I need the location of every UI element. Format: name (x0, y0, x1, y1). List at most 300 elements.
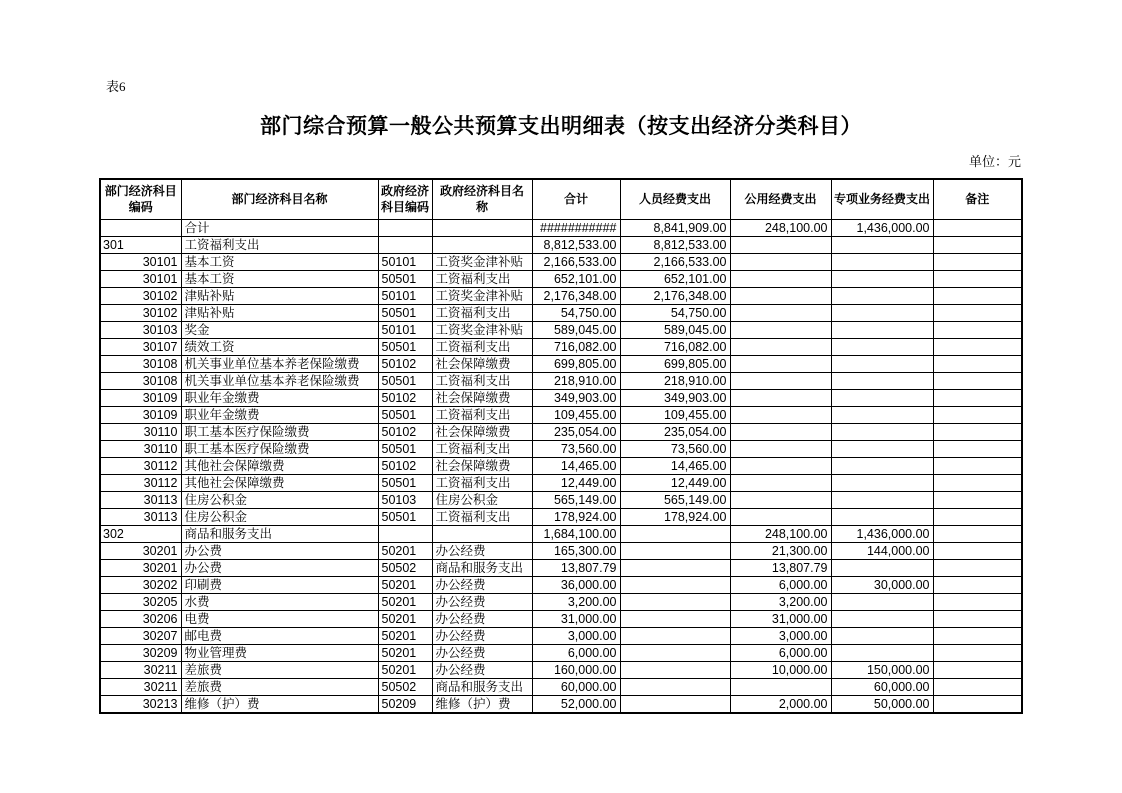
cell-dept-code: 30206 (100, 611, 181, 628)
cell-gov-name: 社会保障缴费 (432, 458, 532, 475)
table-header (100, 179, 1022, 220)
cell-remark (933, 322, 1022, 339)
table-header-row (100, 179, 1022, 220)
cell-remark (933, 594, 1022, 611)
table-row (100, 407, 1022, 424)
cell-gov-code (378, 237, 432, 254)
cell-total: 218,910.00 (532, 373, 620, 390)
cell-dept-name: 办公费 (181, 560, 378, 577)
cell-gov-code: 50201 (378, 594, 432, 611)
cell-gov-code: 50201 (378, 611, 432, 628)
cell-public-expense (730, 356, 831, 373)
cell-gov-code: 50501 (378, 441, 432, 458)
table-row (100, 560, 1022, 577)
cell-special-expense (831, 560, 933, 577)
col-header-gov-code: 政府经济科目编码 (378, 179, 432, 220)
cell-personnel-expense: 565,149.00 (620, 492, 730, 509)
cell-dept-name: 职工基本医疗保险缴费 (181, 424, 378, 441)
cell-special-expense (831, 594, 933, 611)
cell-dept-name: 住房公积金 (181, 492, 378, 509)
cell-dept-name: 差旅费 (181, 662, 378, 679)
cell-public-expense: 2,000.00 (730, 696, 831, 714)
cell-gov-code: 50102 (378, 390, 432, 407)
cell-dept-name: 绩效工资 (181, 339, 378, 356)
cell-gov-code: 50502 (378, 679, 432, 696)
cell-gov-name: 办公经费 (432, 628, 532, 645)
cell-gov-code: 50201 (378, 628, 432, 645)
cell-special-expense (831, 628, 933, 645)
cell-personnel-expense: 8,841,909.00 (620, 220, 730, 237)
cell-public-expense (730, 679, 831, 696)
page-title: 部门综合预算一般公共预算支出明细表（按支出经济分类科目） (260, 115, 862, 138)
cell-gov-code: 50102 (378, 424, 432, 441)
cell-remark (933, 237, 1022, 254)
col-header-dept-code: 部门经济科目编码 (100, 179, 181, 220)
cell-personnel-expense: 12,449.00 (620, 475, 730, 492)
cell-dept-code: 30103 (100, 322, 181, 339)
cell-gov-name: 工资福利支出 (432, 339, 532, 356)
cell-dept-code: 30110 (100, 441, 181, 458)
cell-dept-code: 30109 (100, 407, 181, 424)
cell-special-expense (831, 237, 933, 254)
cell-dept-name: 基本工资 (181, 254, 378, 271)
cell-public-expense (730, 407, 831, 424)
cell-special-expense (831, 424, 933, 441)
cell-dept-name: 津贴补贴 (181, 305, 378, 322)
cell-remark (933, 407, 1022, 424)
cell-remark (933, 475, 1022, 492)
table-row (100, 679, 1022, 696)
cell-public-expense (730, 322, 831, 339)
cell-dept-code: 30201 (100, 543, 181, 560)
cell-remark (933, 679, 1022, 696)
cell-remark (933, 288, 1022, 305)
table-row (100, 543, 1022, 560)
cell-dept-code: 30101 (100, 271, 181, 288)
cell-remark (933, 645, 1022, 662)
sheet-label: 表6 (106, 79, 126, 94)
table-row (100, 237, 1022, 254)
cell-special-expense (831, 288, 933, 305)
cell-remark (933, 373, 1022, 390)
cell-dept-code: 30113 (100, 509, 181, 526)
cell-public-expense (730, 339, 831, 356)
cell-personnel-expense: 14,465.00 (620, 458, 730, 475)
cell-special-expense (831, 645, 933, 662)
cell-gov-name: 社会保障缴费 (432, 390, 532, 407)
table-row (100, 390, 1022, 407)
cell-total: 14,465.00 (532, 458, 620, 475)
cell-gov-name: 办公经费 (432, 611, 532, 628)
cell-special-expense: 1,436,000.00 (831, 220, 933, 237)
cell-gov-code: 50501 (378, 339, 432, 356)
cell-personnel-expense: 235,054.00 (620, 424, 730, 441)
cell-public-expense (730, 441, 831, 458)
cell-special-expense (831, 356, 933, 373)
table-row (100, 220, 1022, 237)
cell-total: 165,300.00 (532, 543, 620, 560)
cell-gov-name: 办公经费 (432, 543, 532, 560)
cell-special-expense: 144,000.00 (831, 543, 933, 560)
cell-dept-code (100, 220, 181, 237)
cell-gov-code: 50101 (378, 254, 432, 271)
col-header-remark: 备注 (933, 179, 1022, 220)
cell-dept-code: 30211 (100, 679, 181, 696)
cell-personnel-expense (620, 628, 730, 645)
cell-total: 54,750.00 (532, 305, 620, 322)
cell-remark (933, 254, 1022, 271)
col-header-gov-name: 政府经济科目名称 (432, 179, 532, 220)
cell-public-expense: 248,100.00 (730, 220, 831, 237)
cell-personnel-expense (620, 543, 730, 560)
cell-personnel-expense (620, 594, 730, 611)
cell-special-expense (831, 509, 933, 526)
cell-special-expense (831, 271, 933, 288)
cell-public-expense: 10,000.00 (730, 662, 831, 679)
cell-public-expense: 6,000.00 (730, 645, 831, 662)
col-header-personnel-expense: 人员经费支出 (620, 179, 730, 220)
cell-total: 2,176,348.00 (532, 288, 620, 305)
cell-gov-name: 商品和服务支出 (432, 679, 532, 696)
cell-total: 565,149.00 (532, 492, 620, 509)
cell-dept-name: 水费 (181, 594, 378, 611)
table-row (100, 254, 1022, 271)
cell-gov-code: 50501 (378, 271, 432, 288)
cell-public-expense: 6,000.00 (730, 577, 831, 594)
unit-label: 单位：元 (968, 154, 1021, 169)
cell-gov-code: 50201 (378, 577, 432, 594)
cell-dept-name: 职工基本医疗保险缴费 (181, 441, 378, 458)
cell-gov-name: 商品和服务支出 (432, 560, 532, 577)
cell-dept-name: 工资福利支出 (181, 237, 378, 254)
cell-special-expense (831, 373, 933, 390)
cell-total: 31,000.00 (532, 611, 620, 628)
cell-personnel-expense: 54,750.00 (620, 305, 730, 322)
cell-special-expense: 30,000.00 (831, 577, 933, 594)
cell-personnel-expense: 2,166,533.00 (620, 254, 730, 271)
cell-total: 652,101.00 (532, 271, 620, 288)
cell-dept-name: 商品和服务支出 (181, 526, 378, 543)
cell-gov-code: 50101 (378, 288, 432, 305)
table-row (100, 271, 1022, 288)
cell-special-expense (831, 492, 933, 509)
cell-total: 2,166,533.00 (532, 254, 620, 271)
cell-special-expense: 1,436,000.00 (831, 526, 933, 543)
table-row (100, 441, 1022, 458)
cell-dept-code: 302 (100, 526, 181, 543)
cell-total: 235,054.00 (532, 424, 620, 441)
cell-public-expense (730, 254, 831, 271)
cell-remark (933, 662, 1022, 679)
cell-gov-name (432, 526, 532, 543)
cell-total: 6,000.00 (532, 645, 620, 662)
cell-remark (933, 339, 1022, 356)
cell-dept-name: 印刷费 (181, 577, 378, 594)
cell-total: 109,455.00 (532, 407, 620, 424)
cell-dept-name: 职业年金缴费 (181, 390, 378, 407)
cell-special-expense (831, 611, 933, 628)
cell-dept-name: 电费 (181, 611, 378, 628)
col-header-public-expense: 公用经费支出 (730, 179, 831, 220)
cell-personnel-expense: 8,812,533.00 (620, 237, 730, 254)
cell-dept-code: 30209 (100, 645, 181, 662)
cell-dept-code: 30112 (100, 458, 181, 475)
cell-gov-name: 工资奖金津补贴 (432, 254, 532, 271)
cell-public-expense: 13,807.79 (730, 560, 831, 577)
cell-dept-name: 住房公积金 (181, 509, 378, 526)
cell-total: 60,000.00 (532, 679, 620, 696)
cell-personnel-expense: 716,082.00 (620, 339, 730, 356)
cell-public-expense (730, 271, 831, 288)
cell-gov-name: 办公经费 (432, 577, 532, 594)
cell-gov-code (378, 220, 432, 237)
cell-special-expense: 60,000.00 (831, 679, 933, 696)
table-row (100, 305, 1022, 322)
cell-dept-code: 30213 (100, 696, 181, 714)
cell-gov-name: 工资奖金津补贴 (432, 288, 532, 305)
cell-total: 716,082.00 (532, 339, 620, 356)
table-row (100, 662, 1022, 679)
cell-remark (933, 441, 1022, 458)
cell-remark (933, 509, 1022, 526)
cell-public-expense (730, 390, 831, 407)
cell-public-expense (730, 237, 831, 254)
cell-dept-code: 30108 (100, 356, 181, 373)
table-row (100, 645, 1022, 662)
cell-remark (933, 560, 1022, 577)
cell-dept-code: 30109 (100, 390, 181, 407)
cell-gov-name: 住房公积金 (432, 492, 532, 509)
cell-dept-name: 其他社会保障缴费 (181, 458, 378, 475)
cell-dept-code: 30211 (100, 662, 181, 679)
cell-special-expense (831, 322, 933, 339)
cell-remark (933, 611, 1022, 628)
cell-gov-code: 50201 (378, 543, 432, 560)
cell-dept-code: 30202 (100, 577, 181, 594)
cell-gov-name: 工资福利支出 (432, 305, 532, 322)
cell-dept-code: 30112 (100, 475, 181, 492)
cell-total: 1,684,100.00 (532, 526, 620, 543)
cell-total: 349,903.00 (532, 390, 620, 407)
col-header-special-expense: 专项业务经费支出 (831, 179, 933, 220)
cell-dept-code: 301 (100, 237, 181, 254)
cell-total: 36,000.00 (532, 577, 620, 594)
cell-gov-code (378, 526, 432, 543)
cell-gov-name: 工资福利支出 (432, 373, 532, 390)
cell-remark (933, 220, 1022, 237)
cell-dept-code: 30102 (100, 288, 181, 305)
cell-gov-code: 50201 (378, 662, 432, 679)
cell-gov-code: 50501 (378, 509, 432, 526)
table-row (100, 594, 1022, 611)
cell-public-expense (730, 305, 831, 322)
cell-dept-name: 职业年金缴费 (181, 407, 378, 424)
cell-special-expense: 150,000.00 (831, 662, 933, 679)
cell-remark (933, 424, 1022, 441)
cell-remark (933, 356, 1022, 373)
cell-gov-code: 50102 (378, 356, 432, 373)
cell-personnel-expense: 589,045.00 (620, 322, 730, 339)
cell-total: 12,449.00 (532, 475, 620, 492)
cell-personnel-expense: 73,560.00 (620, 441, 730, 458)
cell-total: ########### (532, 220, 620, 237)
cell-personnel-expense: 349,903.00 (620, 390, 730, 407)
cell-gov-name: 办公经费 (432, 662, 532, 679)
cell-dept-name: 办公费 (181, 543, 378, 560)
cell-gov-name: 工资福利支出 (432, 509, 532, 526)
cell-gov-name (432, 220, 532, 237)
col-header-total: 合计 (532, 179, 620, 220)
cell-personnel-expense: 652,101.00 (620, 271, 730, 288)
cell-remark (933, 271, 1022, 288)
table-row (100, 577, 1022, 594)
cell-public-expense: 248,100.00 (730, 526, 831, 543)
cell-public-expense (730, 288, 831, 305)
cell-gov-name: 工资福利支出 (432, 441, 532, 458)
cell-dept-code: 30101 (100, 254, 181, 271)
cell-gov-name: 工资福利支出 (432, 271, 532, 288)
cell-dept-name: 基本工资 (181, 271, 378, 288)
cell-special-expense (831, 475, 933, 492)
table-row (100, 356, 1022, 373)
cell-gov-name: 办公经费 (432, 645, 532, 662)
cell-total: 3,200.00 (532, 594, 620, 611)
cell-public-expense (730, 458, 831, 475)
cell-gov-code: 50201 (378, 645, 432, 662)
cell-dept-name: 维修（护）费 (181, 696, 378, 714)
cell-personnel-expense: 699,805.00 (620, 356, 730, 373)
table-body (100, 220, 1022, 714)
table-row (100, 696, 1022, 714)
cell-dept-code: 30107 (100, 339, 181, 356)
cell-public-expense (730, 424, 831, 441)
cell-special-expense (831, 407, 933, 424)
cell-total: 13,807.79 (532, 560, 620, 577)
cell-total: 699,805.00 (532, 356, 620, 373)
cell-remark (933, 492, 1022, 509)
cell-dept-code: 30110 (100, 424, 181, 441)
cell-remark (933, 577, 1022, 594)
cell-special-expense (831, 390, 933, 407)
cell-public-expense: 3,200.00 (730, 594, 831, 611)
cell-personnel-expense (620, 526, 730, 543)
cell-total: 3,000.00 (532, 628, 620, 645)
table-row (100, 509, 1022, 526)
cell-personnel-expense (620, 645, 730, 662)
cell-remark (933, 305, 1022, 322)
cell-dept-code: 30108 (100, 373, 181, 390)
cell-public-expense (730, 509, 831, 526)
cell-public-expense (730, 475, 831, 492)
cell-dept-name: 机关事业单位基本养老保险缴费 (181, 356, 378, 373)
table-row (100, 424, 1022, 441)
cell-gov-code: 50501 (378, 475, 432, 492)
cell-remark (933, 696, 1022, 714)
table-row (100, 611, 1022, 628)
cell-personnel-expense: 2,176,348.00 (620, 288, 730, 305)
cell-gov-name: 工资福利支出 (432, 475, 532, 492)
cell-special-expense (831, 441, 933, 458)
cell-total: 589,045.00 (532, 322, 620, 339)
cell-remark (933, 526, 1022, 543)
cell-public-expense: 3,000.00 (730, 628, 831, 645)
cell-gov-name: 社会保障缴费 (432, 424, 532, 441)
cell-personnel-expense (620, 560, 730, 577)
cell-dept-code: 30207 (100, 628, 181, 645)
cell-personnel-expense: 218,910.00 (620, 373, 730, 390)
cell-personnel-expense (620, 611, 730, 628)
cell-total: 52,000.00 (532, 696, 620, 714)
table-row (100, 492, 1022, 509)
cell-dept-name: 邮电费 (181, 628, 378, 645)
cell-public-expense: 21,300.00 (730, 543, 831, 560)
cell-personnel-expense (620, 577, 730, 594)
table-row (100, 628, 1022, 645)
table-row (100, 339, 1022, 356)
cell-dept-name: 机关事业单位基本养老保险缴费 (181, 373, 378, 390)
cell-personnel-expense: 178,924.00 (620, 509, 730, 526)
table-row (100, 475, 1022, 492)
cell-personnel-expense (620, 662, 730, 679)
cell-dept-name: 物业管理费 (181, 645, 378, 662)
cell-gov-name: 工资福利支出 (432, 407, 532, 424)
cell-dept-code: 30102 (100, 305, 181, 322)
cell-personnel-expense: 109,455.00 (620, 407, 730, 424)
cell-public-expense: 31,000.00 (730, 611, 831, 628)
cell-total: 73,560.00 (532, 441, 620, 458)
cell-gov-code: 50209 (378, 696, 432, 714)
table-row (100, 288, 1022, 305)
cell-gov-code: 50101 (378, 322, 432, 339)
cell-dept-name: 其他社会保障缴费 (181, 475, 378, 492)
cell-dept-code: 30205 (100, 594, 181, 611)
col-header-dept-name: 部门经济科目名称 (181, 179, 378, 220)
cell-special-expense (831, 458, 933, 475)
budget-table (99, 178, 1023, 714)
cell-remark (933, 390, 1022, 407)
table-row (100, 373, 1022, 390)
cell-gov-code: 50501 (378, 305, 432, 322)
cell-total: 8,812,533.00 (532, 237, 620, 254)
cell-personnel-expense (620, 696, 730, 714)
cell-total: 160,000.00 (532, 662, 620, 679)
cell-special-expense (831, 254, 933, 271)
cell-remark (933, 543, 1022, 560)
cell-dept-code: 30201 (100, 560, 181, 577)
cell-dept-name: 津贴补贴 (181, 288, 378, 305)
cell-total: 178,924.00 (532, 509, 620, 526)
cell-gov-code: 50502 (378, 560, 432, 577)
cell-gov-code: 50501 (378, 407, 432, 424)
cell-remark (933, 458, 1022, 475)
table-row (100, 526, 1022, 543)
cell-gov-name: 办公经费 (432, 594, 532, 611)
cell-dept-code: 30113 (100, 492, 181, 509)
cell-gov-name: 社会保障缴费 (432, 356, 532, 373)
cell-special-expense (831, 339, 933, 356)
cell-special-expense (831, 305, 933, 322)
cell-gov-name: 维修（护）费 (432, 696, 532, 714)
cell-gov-name (432, 237, 532, 254)
cell-public-expense (730, 373, 831, 390)
cell-gov-name: 工资奖金津补贴 (432, 322, 532, 339)
cell-dept-name: 差旅费 (181, 679, 378, 696)
cell-remark (933, 628, 1022, 645)
table-row (100, 322, 1022, 339)
cell-gov-code: 50103 (378, 492, 432, 509)
cell-dept-name: 奖金 (181, 322, 378, 339)
table-row (100, 458, 1022, 475)
